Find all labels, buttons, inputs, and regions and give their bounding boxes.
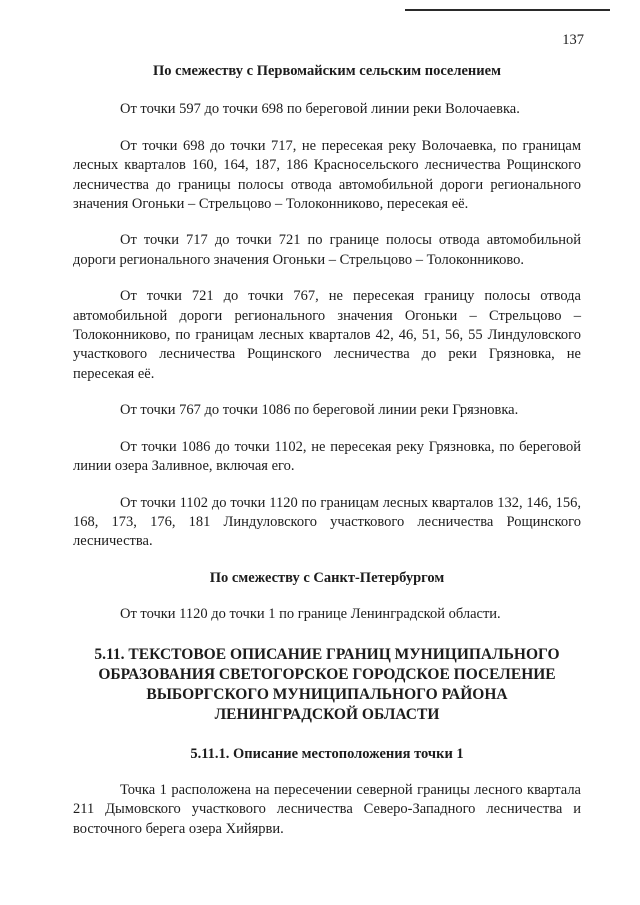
scan-edge-line (405, 9, 610, 11)
section-heading-pervomaisky: По смежеству с Первомайским сельским поселением (153, 63, 501, 79)
paragraph: От точки 767 до точки 1086 по береговой линии реки Грязновка. (120, 402, 519, 419)
chapter-title-line: ВЫБОРГСКОГО МУНИЦИПАЛЬНОГО РАЙОНА (146, 685, 508, 703)
paragraph: От точки 698 до точки 717, не пересекая реку Волочаевка, по границам лесных кварталов 160, 164, 187, 186 Красносельского лесничества Рощинского лесничества до границы полосы отвода автомобильной дороги регионального значения Огоньки – Стрельцово – Толоконниково, пересекая её. (73, 137, 581, 213)
section-heading-spb: По смежеству с Санкт-Петербургом (209, 569, 445, 586)
paragraph: От точки 717 до точки 721 по границе полосы отвода автомобильной дороги регионального значения Огоньки – Стрельцово – Толоконниково. (73, 232, 581, 268)
paragraph: От точки 597 до точки 698 по береговой линии реки Волочаевка. (120, 101, 520, 118)
paragraph: От точки 721 до точки 767, не пересекая границу полосы отвода автомобильной дороги регионального значения Огоньки – Стрельцово – Толоконниково, по границам лесных кварталов 42, 46, 51, 56, 55 Линдуловского участкового лесничества Рощинского лесничества до реки Грязновка, не пересекая её. (73, 288, 581, 382)
page-number: 137 (562, 32, 584, 48)
chapter-title-line: ЛЕНИНГРАДСКОЙ ОБЛАСТИ (214, 705, 440, 723)
paragraph: От точки 1102 до точки 1120 по границам лесных кварталов 132, 146, 156, 168, 173, 176, 181 Линдуловского участкового лесничества Рощинского лесничества. (73, 494, 581, 550)
paragraph: Точка 1 расположена на пересечении северной границы лесного квартала 211 Дымовского участкового лесничества Северо-Западного лесничества и восточного берега озера Хийярви. (73, 781, 581, 837)
chapter-title (73, 645, 581, 725)
paragraph: От точки 1120 до точки 1 по границе Ленинградской области. (120, 606, 501, 623)
chapter-title-line: ОБРАЗОВАНИЯ СВЕТОГОРСКОЕ ГОРОДСКОЕ ПОСЕЛЕНИЕ (98, 665, 556, 683)
subsection-heading: 5.11.1. Описание местоположения точки 1 (190, 745, 464, 762)
document-body (73, 62, 581, 839)
chapter-title-line: 5.11. ТЕКСТОВОЕ ОПИСАНИЕ ГРАНИЦ МУНИЦИПАЛЬНОГО (94, 645, 560, 663)
paragraph: От точки 1086 до точки 1102, не пересекая реку Грязновка, по береговой линии озера Заливное, включая его. (73, 438, 581, 475)
